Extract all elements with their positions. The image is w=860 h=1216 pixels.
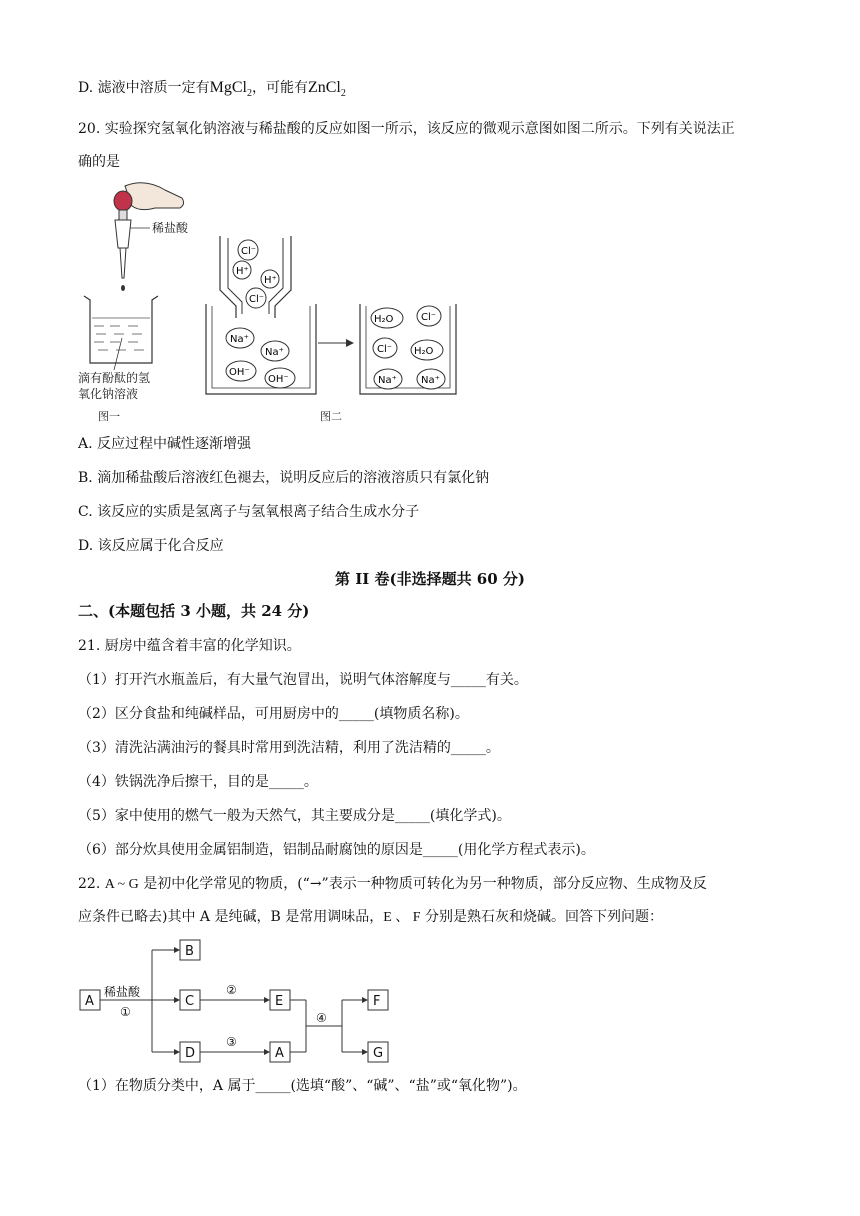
beaker-label-1: 滴有酚酞的氢 [78, 371, 151, 385]
q21-item-1: （1）打开汽水瓶盖后，有大量气泡冒出，说明气体溶解度与_____有关。 [78, 672, 528, 688]
beaker-before-inner [212, 306, 310, 388]
dropper-label: 稀盐酸 [152, 221, 189, 235]
ion-label: Cl⁻ [377, 344, 393, 355]
arrow-to-c-icon [174, 997, 180, 1003]
ion-label: H⁺ [264, 275, 277, 286]
dropper-body [115, 220, 131, 248]
section-title: 第 II 卷(非选择题共 60 分) [335, 570, 525, 588]
ion-label: Cl⁻ [421, 312, 437, 323]
step-label-2: ② [226, 983, 237, 997]
arrow-to-g-icon [362, 1049, 368, 1055]
dropper-neck [119, 210, 127, 220]
q20-stem-line2: 确的是 [78, 154, 120, 170]
figure-one [78, 183, 189, 423]
q22-stem-line1 [78, 874, 707, 895]
formula-mgcl2 [209, 79, 252, 100]
q20-stem-line1: 20. 实验探究氢氧化钠溶液与稀盐酸的反应如图一所示，该反应的微观示意图如图二所示。下列有关说法正 [78, 121, 735, 137]
figure-two [206, 236, 456, 423]
stem-formula: A ~ G [104, 877, 139, 892]
molecule-h2o-1 [371, 308, 403, 328]
stem-text: 分别是熟石灰和烧碱。回答下列问题： [420, 909, 664, 925]
ion-label: H⁺ [236, 266, 249, 277]
q21-item-3: （3）清洗沾满油污的餐具时常用到洗洁精，利用了洗洁精的_____。 [78, 740, 500, 756]
ion-label: H₂O [414, 346, 434, 357]
ion-cl-after-2 [373, 338, 397, 358]
q20-figure [70, 178, 490, 428]
q20-option-c: C. 该反应的实质是氢离子与氢氧根离子结合生成水分子 [78, 504, 420, 520]
stem-text: 22. [78, 876, 105, 892]
beaker [84, 296, 158, 363]
dropper-tip [120, 248, 126, 278]
ion-label: Cl⁻ [249, 294, 265, 305]
ion-na-2 [261, 341, 289, 361]
ion-label: Na⁺ [378, 375, 397, 386]
stem-text: 是初中化学常见的物质，(“→”表示一种物质可转化为另一种物质，部分反应物、生成物及反 [138, 876, 707, 892]
ion-label: Cl⁻ [241, 246, 257, 257]
ion-oh-1 [226, 361, 256, 381]
stem-formula: E 、 F [383, 910, 421, 925]
q21-stem: 21. 厨房中蕴含着丰富的化学知识。 [78, 638, 301, 654]
box-b-label: B [185, 944, 194, 959]
formula-sub: 2 [246, 88, 252, 100]
q21-item-4: （4）铁锅洗净后擦干，目的是_____。 [78, 774, 318, 790]
q20-option-b: B. 滴加稀盐酸后溶液红色褪去，说明反应后的溶液溶质只有氯化钠 [78, 470, 490, 486]
ion-na-after-1 [374, 369, 402, 389]
box-a-label: A [85, 994, 94, 1009]
ion-cl-top [238, 240, 258, 260]
arrow-to-e-icon [264, 997, 270, 1003]
hand-icon [125, 183, 184, 210]
formula-zncl2 [307, 79, 346, 100]
section-part-heading: 二、(本题包括 3 小题，共 24 分) [78, 602, 310, 620]
step-label-4: ④ [316, 1011, 327, 1025]
ion-label: Na⁺ [230, 334, 249, 345]
box-e-label: E [275, 994, 284, 1009]
q20-option-d: D. 该反应属于化合反应 [78, 538, 224, 554]
q21-item-5: （5）家中使用的燃气一般为天然气，其主要成分是_____(填化学式)。 [78, 808, 511, 824]
arrow-to-b-icon [174, 947, 180, 953]
ion-na-after-2 [417, 369, 445, 389]
q22-item-1: （1）在物质分类中，A 属于_____(选填“酸”、“碱”、“盐”或“氧化物”)。 [78, 1078, 527, 1094]
dropper-bulb [114, 191, 132, 211]
step-label-3: ③ [226, 1035, 237, 1049]
arrow-to-d-icon [174, 1049, 180, 1055]
beaker-liquid [92, 318, 150, 350]
ion-label: OH⁻ [229, 367, 250, 378]
formula-text: ZnCl [307, 79, 341, 96]
q19-option-d [78, 78, 346, 104]
arrow-to-a-icon [264, 1049, 270, 1055]
formula-sub: 2 [340, 88, 346, 100]
box-d-label: D [185, 1046, 196, 1061]
beaker-label-2: 氧化钠溶液 [78, 387, 139, 401]
arrow-to-f-icon [362, 997, 368, 1003]
q20-option-a: A. 反应过程中碱性逐渐增强 [78, 436, 252, 452]
q22-flow-diagram [76, 934, 406, 1070]
ion-label: Na⁺ [265, 347, 284, 358]
box-g-label: G [373, 1046, 384, 1061]
ion-cl-after-1 [417, 306, 441, 326]
ion-cl-2 [246, 288, 266, 308]
q21-item-6: （6）部分炊具使用金属铝制造，铝制品耐腐蚀的原因是_____(用化学方程式表示)。 [78, 842, 595, 858]
box-c-label: C [185, 994, 195, 1009]
box-a2-label: A [275, 1046, 284, 1061]
beaker-label-line [114, 338, 122, 370]
ion-h-1 [233, 261, 251, 279]
figure-two-caption: 图二 [320, 410, 342, 423]
droplet [121, 285, 125, 291]
q22-stem-line2 [78, 907, 663, 928]
reagent-label: 稀盐酸 [104, 985, 141, 999]
figure-one-caption: 图一 [98, 410, 120, 423]
q21-item-2: （2）区分食盐和纯碱样品，可用厨房中的_____(填物质名称)。 [78, 706, 469, 722]
option-text: ，可能有 [251, 80, 308, 96]
option-text: D. 滤液中溶质一定有 [78, 80, 210, 96]
ion-h-2 [261, 270, 279, 288]
formula-text: MgCl [209, 79, 247, 96]
step-label-1: ① [120, 1005, 131, 1019]
ion-label: Na⁺ [421, 375, 440, 386]
stem-text: 应条件已略去)其中 A 是纯碱，B 是常用调味品， [78, 909, 384, 925]
molecule-h2o-2 [411, 340, 443, 360]
arrow-head-icon [346, 339, 354, 347]
ion-oh-2 [265, 368, 295, 388]
ion-label: H₂O [374, 314, 394, 325]
ion-na-1 [226, 328, 254, 348]
box-f-label: F [373, 994, 381, 1009]
ion-label: OH⁻ [268, 374, 289, 385]
